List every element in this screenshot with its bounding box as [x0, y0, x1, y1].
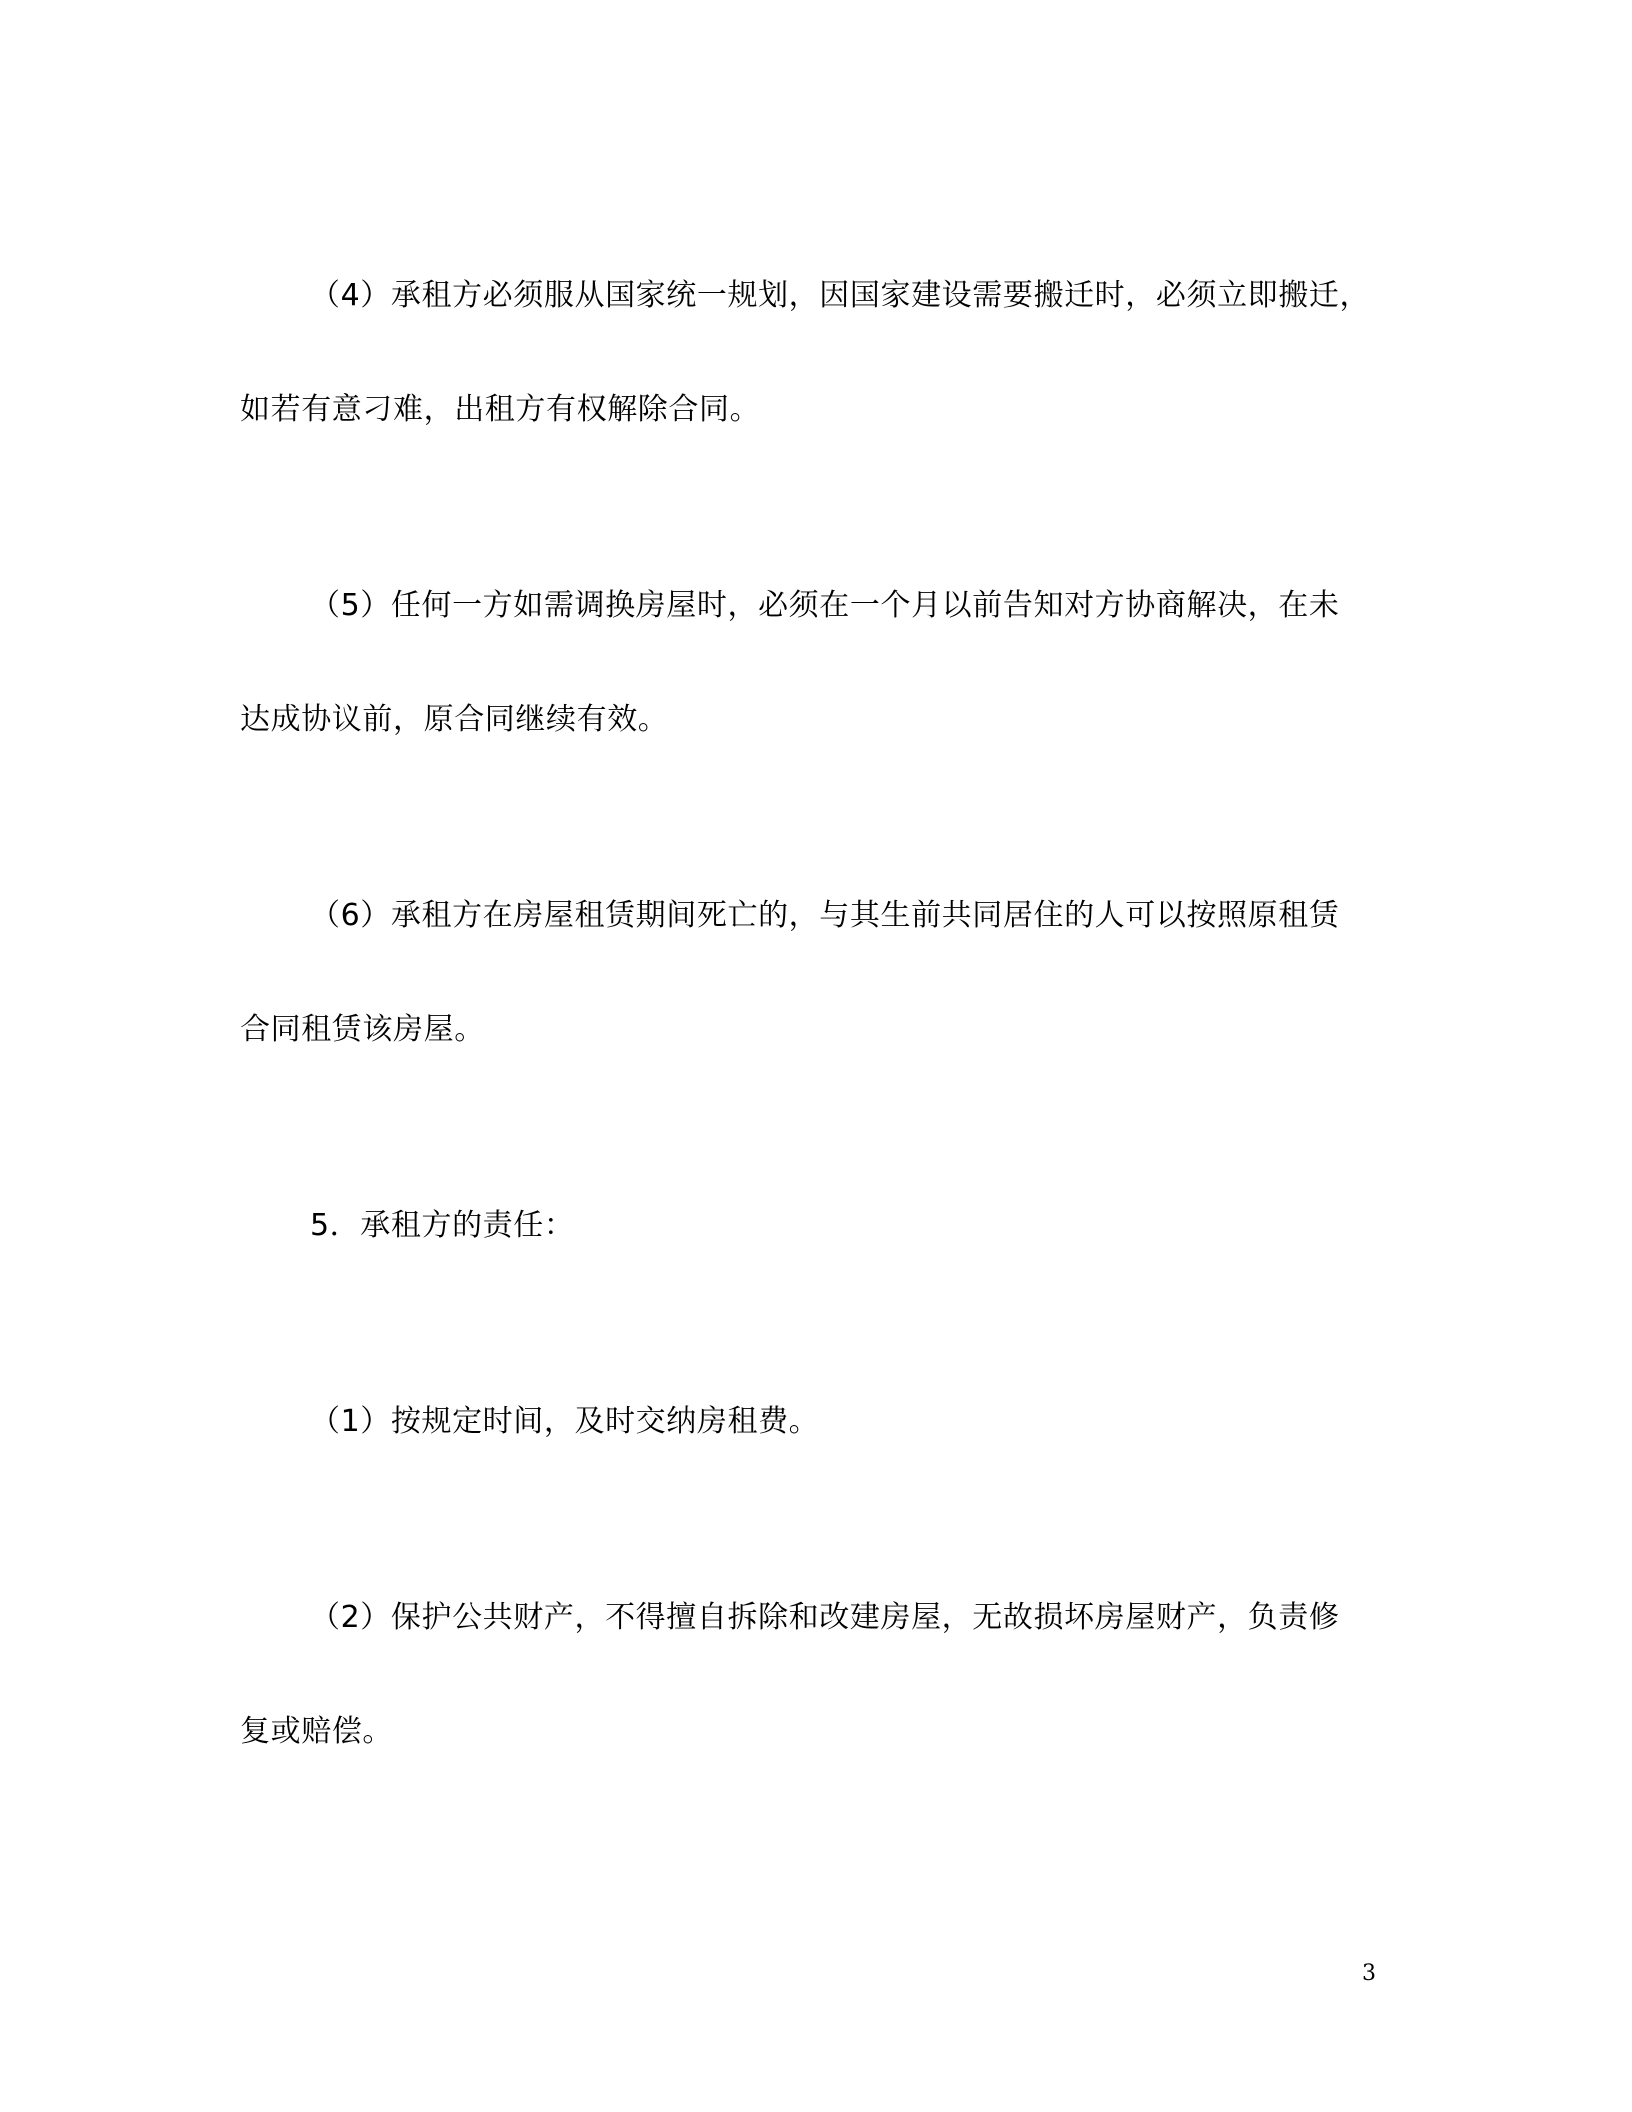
paragraph-5-line-1: （5）任何一方如需调换房屋时，必须在一个月以前告知对方协商解决，在未 [310, 588, 1340, 623]
item-1-line-1: （1）按规定时间，及时交纳房租费。 [310, 1404, 820, 1439]
page-number: 3 [1362, 1961, 1376, 1986]
item-2-line-2: 复或赔偿。 [240, 1714, 393, 1749]
paragraph-6-line-1: （6）承租方在房屋租赁期间死亡的，与其生前共同居住的人可以按照原租赁 [310, 898, 1340, 933]
section-5-heading: 5．承租方的责任： [310, 1208, 575, 1243]
item-2-line-1: （2）保护公共财产，不得擅自拆除和改建房屋，无故损坏房屋财产，负责修 [310, 1600, 1340, 1635]
paragraph-5-line-2: 达成协议前，原合同继续有效。 [240, 702, 669, 737]
paragraph-4-line-2: 如若有意刁难，出租方有权解除合同。 [240, 392, 761, 427]
paragraph-4-line-1: （4）承租方必须服从国家统一规划，因国家建设需要搬迁时，必须立即搬迁， [310, 278, 1371, 313]
paragraph-6-line-2: 合同租赁该房屋。 [240, 1012, 485, 1047]
